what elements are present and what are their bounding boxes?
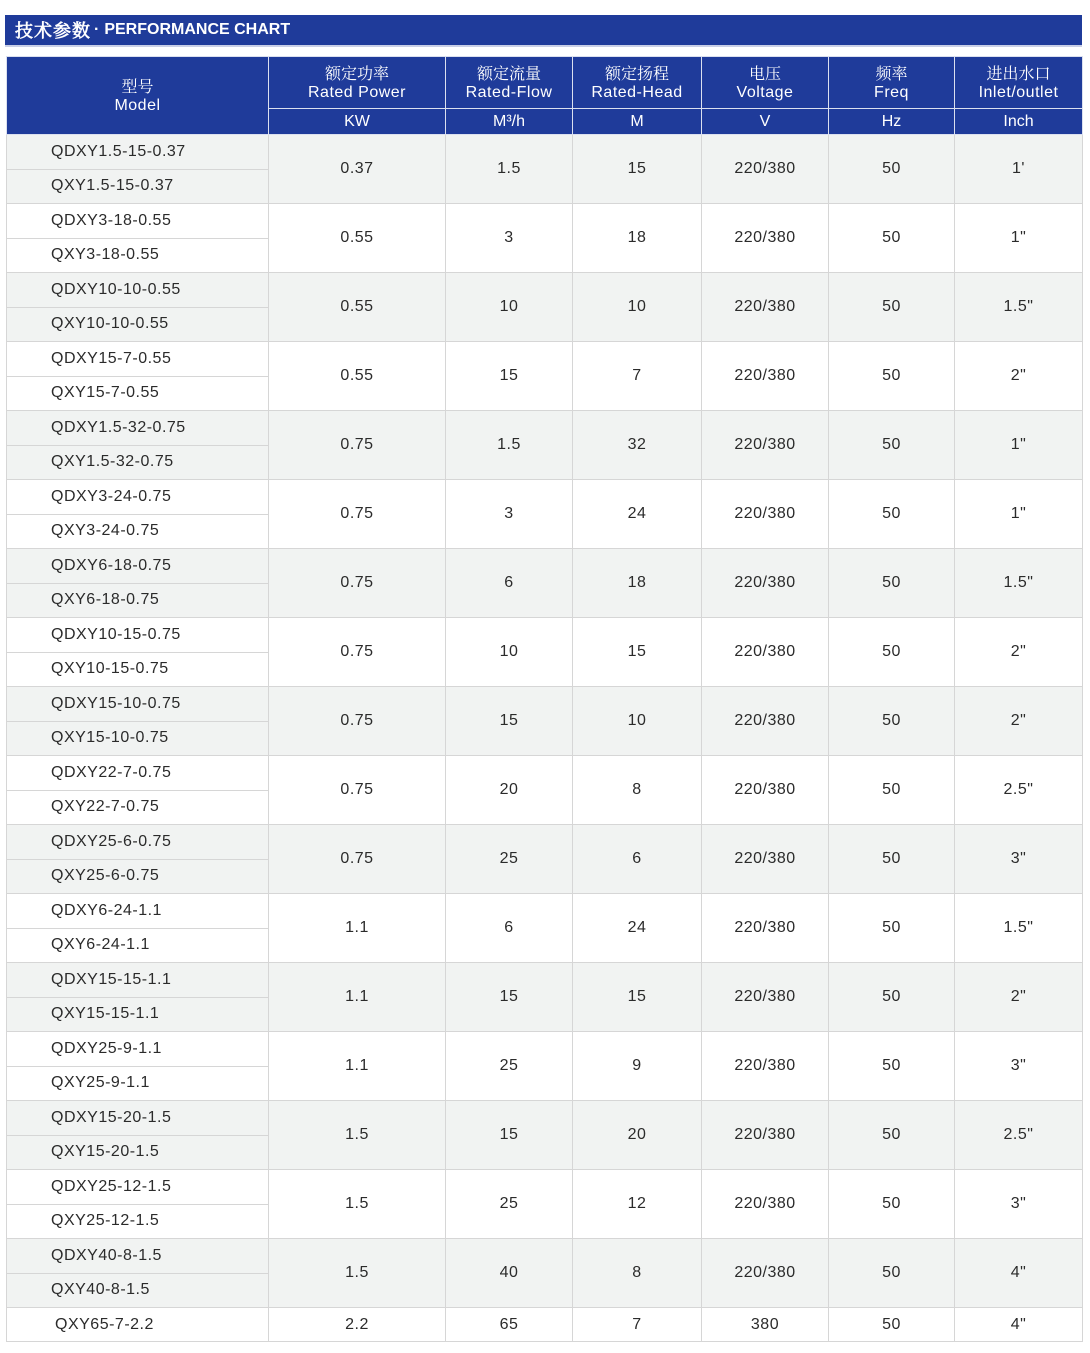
freq-cell: 50 (829, 1239, 955, 1308)
table-row (7, 480, 1083, 515)
voltage-cell: 220/380 (702, 894, 829, 963)
voltage-cell: 380 (702, 1308, 829, 1342)
head-cell: 18 (573, 549, 702, 618)
inlet-cell: 1" (955, 480, 1083, 549)
freq-cell: 50 (829, 1308, 955, 1342)
voltage-cell: 220/380 (702, 687, 829, 756)
unit-voltage: V (702, 109, 829, 135)
col-header-model (7, 57, 269, 135)
power-cell: 1.5 (269, 1101, 446, 1170)
head-cell: 24 (573, 480, 702, 549)
inlet-cell: 2" (955, 618, 1083, 687)
voltage-cell: 220/380 (702, 1239, 829, 1308)
power-cell: 2.2 (269, 1308, 446, 1342)
inlet-cell: 4" (955, 1239, 1083, 1308)
table-row (7, 411, 1083, 446)
flow-cell: 25 (446, 1032, 573, 1101)
col-header-voltage (702, 57, 829, 109)
col-header-en: Model (114, 96, 161, 114)
model-cell: QDXY10-15-0.75 (7, 618, 269, 653)
flow-cell: 15 (446, 1101, 573, 1170)
table-row (7, 618, 1083, 653)
model-cell: QXY6-24-1.1 (7, 928, 269, 963)
flow-cell: 40 (446, 1239, 573, 1308)
flow-cell: 6 (446, 549, 573, 618)
inlet-cell: 1" (955, 411, 1083, 480)
head-cell: 12 (573, 1170, 702, 1239)
head-cell: 32 (573, 411, 702, 480)
model-cell: QDXY25-6-0.75 (7, 825, 269, 860)
col-header-inlet (955, 57, 1083, 109)
power-cell: 1.1 (269, 963, 446, 1032)
voltage-cell: 220/380 (702, 963, 829, 1032)
col-header-head (573, 57, 702, 109)
col-header-cn: 型号 (121, 76, 154, 96)
voltage-cell: 220/380 (702, 342, 829, 411)
col-header-en: Freq (874, 83, 909, 101)
power-cell: 1.1 (269, 1032, 446, 1101)
model-cell: QXY10-15-0.75 (7, 652, 269, 687)
unit-flow: M³/h (446, 109, 573, 135)
flow-cell: 25 (446, 825, 573, 894)
section-title-en: PERFORMANCE CHART (104, 21, 291, 38)
flow-cell: 15 (446, 342, 573, 411)
freq-cell: 50 (829, 342, 955, 411)
flow-cell: 10 (446, 273, 573, 342)
head-cell: 15 (573, 618, 702, 687)
freq-cell: 50 (829, 756, 955, 825)
head-cell: 15 (573, 963, 702, 1032)
col-header-en: Voltage (736, 83, 794, 101)
power-cell: 0.75 (269, 687, 446, 756)
head-cell: 6 (573, 825, 702, 894)
table-row (7, 756, 1083, 791)
flow-cell: 1.5 (446, 411, 573, 480)
model-cell: QDXY22-7-0.75 (7, 756, 269, 791)
power-cell: 0.75 (269, 756, 446, 825)
voltage-cell: 220/380 (702, 1032, 829, 1101)
table-row (7, 1308, 1083, 1342)
power-cell: 0.75 (269, 549, 446, 618)
col-header-en: Rated-Head (591, 83, 683, 101)
voltage-cell: 220/380 (702, 1101, 829, 1170)
model-cell: QXY3-24-0.75 (7, 514, 269, 549)
inlet-cell: 1' (955, 135, 1083, 204)
unit-power: KW (269, 109, 446, 135)
head-cell: 7 (573, 1308, 702, 1342)
model-cell: QXY15-15-1.1 (7, 997, 269, 1032)
head-cell: 20 (573, 1101, 702, 1170)
flow-cell: 15 (446, 963, 573, 1032)
col-header-en: Rated-Flow (465, 83, 553, 101)
head-cell: 9 (573, 1032, 702, 1101)
voltage-cell: 220/380 (702, 549, 829, 618)
table-row (7, 687, 1083, 722)
power-cell: 0.55 (269, 204, 446, 273)
model-cell: QDXY6-24-1.1 (7, 894, 269, 929)
table-row (7, 1239, 1083, 1274)
col-header-cn: 进出水口 (986, 63, 1051, 83)
col-header-en: Rated Power (308, 83, 406, 101)
power-cell: 1.5 (269, 1170, 446, 1239)
section-title-separator: · (94, 21, 100, 38)
col-header-cn: 额定功率 (324, 63, 389, 83)
model-cell: QXY25-9-1.1 (7, 1066, 269, 1101)
inlet-cell: 1.5" (955, 894, 1083, 963)
inlet-cell: 2" (955, 963, 1083, 1032)
freq-cell: 50 (829, 618, 955, 687)
freq-cell: 50 (829, 687, 955, 756)
col-header-cn: 电压 (748, 63, 781, 83)
model-cell: QDXY3-18-0.55 (7, 204, 269, 239)
inlet-cell: 1.5" (955, 273, 1083, 342)
flow-cell: 3 (446, 204, 573, 273)
freq-cell: 50 (829, 1170, 955, 1239)
freq-cell: 50 (829, 963, 955, 1032)
voltage-cell: 220/380 (702, 1170, 829, 1239)
flow-cell: 65 (446, 1308, 573, 1342)
table-row (7, 1170, 1083, 1205)
table-row (7, 135, 1083, 170)
head-cell: 7 (573, 342, 702, 411)
inlet-cell: 3" (955, 825, 1083, 894)
model-cell: QDXY1.5-15-0.37 (7, 135, 269, 170)
model-cell: QXY3-18-0.55 (7, 238, 269, 273)
freq-cell: 50 (829, 273, 955, 342)
freq-cell: 50 (829, 1032, 955, 1101)
head-cell: 8 (573, 1239, 702, 1308)
freq-cell: 50 (829, 411, 955, 480)
freq-cell: 50 (829, 825, 955, 894)
col-header-power (269, 57, 446, 109)
model-cell: QXY25-6-0.75 (7, 859, 269, 894)
power-cell: 0.75 (269, 618, 446, 687)
voltage-cell: 220/380 (702, 480, 829, 549)
model-cell: QXY22-7-0.75 (7, 790, 269, 825)
flow-cell: 10 (446, 618, 573, 687)
model-cell: QDXY15-7-0.55 (7, 342, 269, 377)
table-row (7, 273, 1083, 308)
model-cell: QXY10-10-0.55 (7, 307, 269, 342)
inlet-cell: 1" (955, 204, 1083, 273)
power-cell: 1.5 (269, 1239, 446, 1308)
inlet-cell: 3" (955, 1170, 1083, 1239)
model-cell: QXY15-20-1.5 (7, 1135, 269, 1170)
section-title-bar (5, 15, 1082, 47)
table-row (7, 825, 1083, 860)
voltage-cell: 220/380 (702, 204, 829, 273)
flow-cell: 20 (446, 756, 573, 825)
freq-cell: 50 (829, 894, 955, 963)
model-cell: QDXY15-20-1.5 (7, 1101, 269, 1136)
flow-cell: 15 (446, 687, 573, 756)
freq-cell: 50 (829, 1101, 955, 1170)
head-cell: 18 (573, 204, 702, 273)
voltage-cell: 220/380 (702, 618, 829, 687)
freq-cell: 50 (829, 135, 955, 204)
model-cell: QDXY6-18-0.75 (7, 549, 269, 584)
model-cell: QXY25-12-1.5 (7, 1204, 269, 1239)
head-cell: 8 (573, 756, 702, 825)
col-header-cn: 额定流量 (476, 63, 541, 83)
model-cell: QDXY40-8-1.5 (7, 1239, 269, 1274)
voltage-cell: 220/380 (702, 825, 829, 894)
power-cell: 1.1 (269, 894, 446, 963)
col-header-cn: 额定扬程 (604, 63, 669, 83)
model-cell: QDXY15-10-0.75 (7, 687, 269, 722)
model-cell: QXY1.5-15-0.37 (7, 169, 269, 204)
voltage-cell: 220/380 (702, 135, 829, 204)
model-cell: QXY1.5-32-0.75 (7, 445, 269, 480)
table-body (7, 135, 1083, 1342)
model-cell: QDXY15-15-1.1 (7, 963, 269, 998)
voltage-cell: 220/380 (702, 756, 829, 825)
flow-cell: 1.5 (446, 135, 573, 204)
freq-cell: 50 (829, 204, 955, 273)
table-row (7, 204, 1083, 239)
table-row (7, 549, 1083, 584)
inlet-cell: 2.5" (955, 756, 1083, 825)
model-cell: QDXY25-9-1.1 (7, 1032, 269, 1067)
head-cell: 24 (573, 894, 702, 963)
table-row (7, 894, 1083, 929)
power-cell: 0.75 (269, 825, 446, 894)
power-cell: 0.55 (269, 342, 446, 411)
voltage-cell: 220/380 (702, 273, 829, 342)
flow-cell: 25 (446, 1170, 573, 1239)
flow-cell: 6 (446, 894, 573, 963)
head-cell: 10 (573, 687, 702, 756)
model-cell: QDXY1.5-32-0.75 (7, 411, 269, 446)
unit-inlet: Inch (955, 109, 1083, 135)
col-header-cn: 频率 (875, 63, 908, 83)
unit-freq: Hz (829, 109, 955, 135)
section-title-cn: 技术参数 (15, 21, 91, 42)
head-cell: 10 (573, 273, 702, 342)
table-row (7, 1101, 1083, 1136)
inlet-cell: 1.5" (955, 549, 1083, 618)
freq-cell: 50 (829, 480, 955, 549)
model-cell: QXY6-18-0.75 (7, 583, 269, 618)
table-row (7, 1032, 1083, 1067)
model-cell: QDXY10-10-0.55 (7, 273, 269, 308)
model-cell: QDXY3-24-0.75 (7, 480, 269, 515)
inlet-cell: 2" (955, 342, 1083, 411)
model-cell: QXY65-7-2.2 (7, 1308, 269, 1342)
header-row (7, 57, 1083, 109)
flow-cell: 3 (446, 480, 573, 549)
head-cell: 15 (573, 135, 702, 204)
performance-table (6, 56, 1083, 1342)
model-cell: QXY40-8-1.5 (7, 1273, 269, 1308)
model-cell: QXY15-10-0.75 (7, 721, 269, 756)
table-row (7, 342, 1083, 377)
model-cell: QDXY25-12-1.5 (7, 1170, 269, 1205)
power-cell: 0.37 (269, 135, 446, 204)
voltage-cell: 220/380 (702, 411, 829, 480)
power-cell: 0.55 (269, 273, 446, 342)
model-cell: QXY15-7-0.55 (7, 376, 269, 411)
inlet-cell: 2.5" (955, 1101, 1083, 1170)
unit-head: M (573, 109, 702, 135)
inlet-cell: 2" (955, 687, 1083, 756)
freq-cell: 50 (829, 549, 955, 618)
power-cell: 0.75 (269, 480, 446, 549)
col-header-en: Inlet/outlet (978, 83, 1059, 101)
table-row (7, 963, 1083, 998)
col-header-flow (446, 57, 573, 109)
power-cell: 0.75 (269, 411, 446, 480)
inlet-cell: 4" (955, 1308, 1083, 1342)
col-header-freq (829, 57, 955, 109)
inlet-cell: 3" (955, 1032, 1083, 1101)
